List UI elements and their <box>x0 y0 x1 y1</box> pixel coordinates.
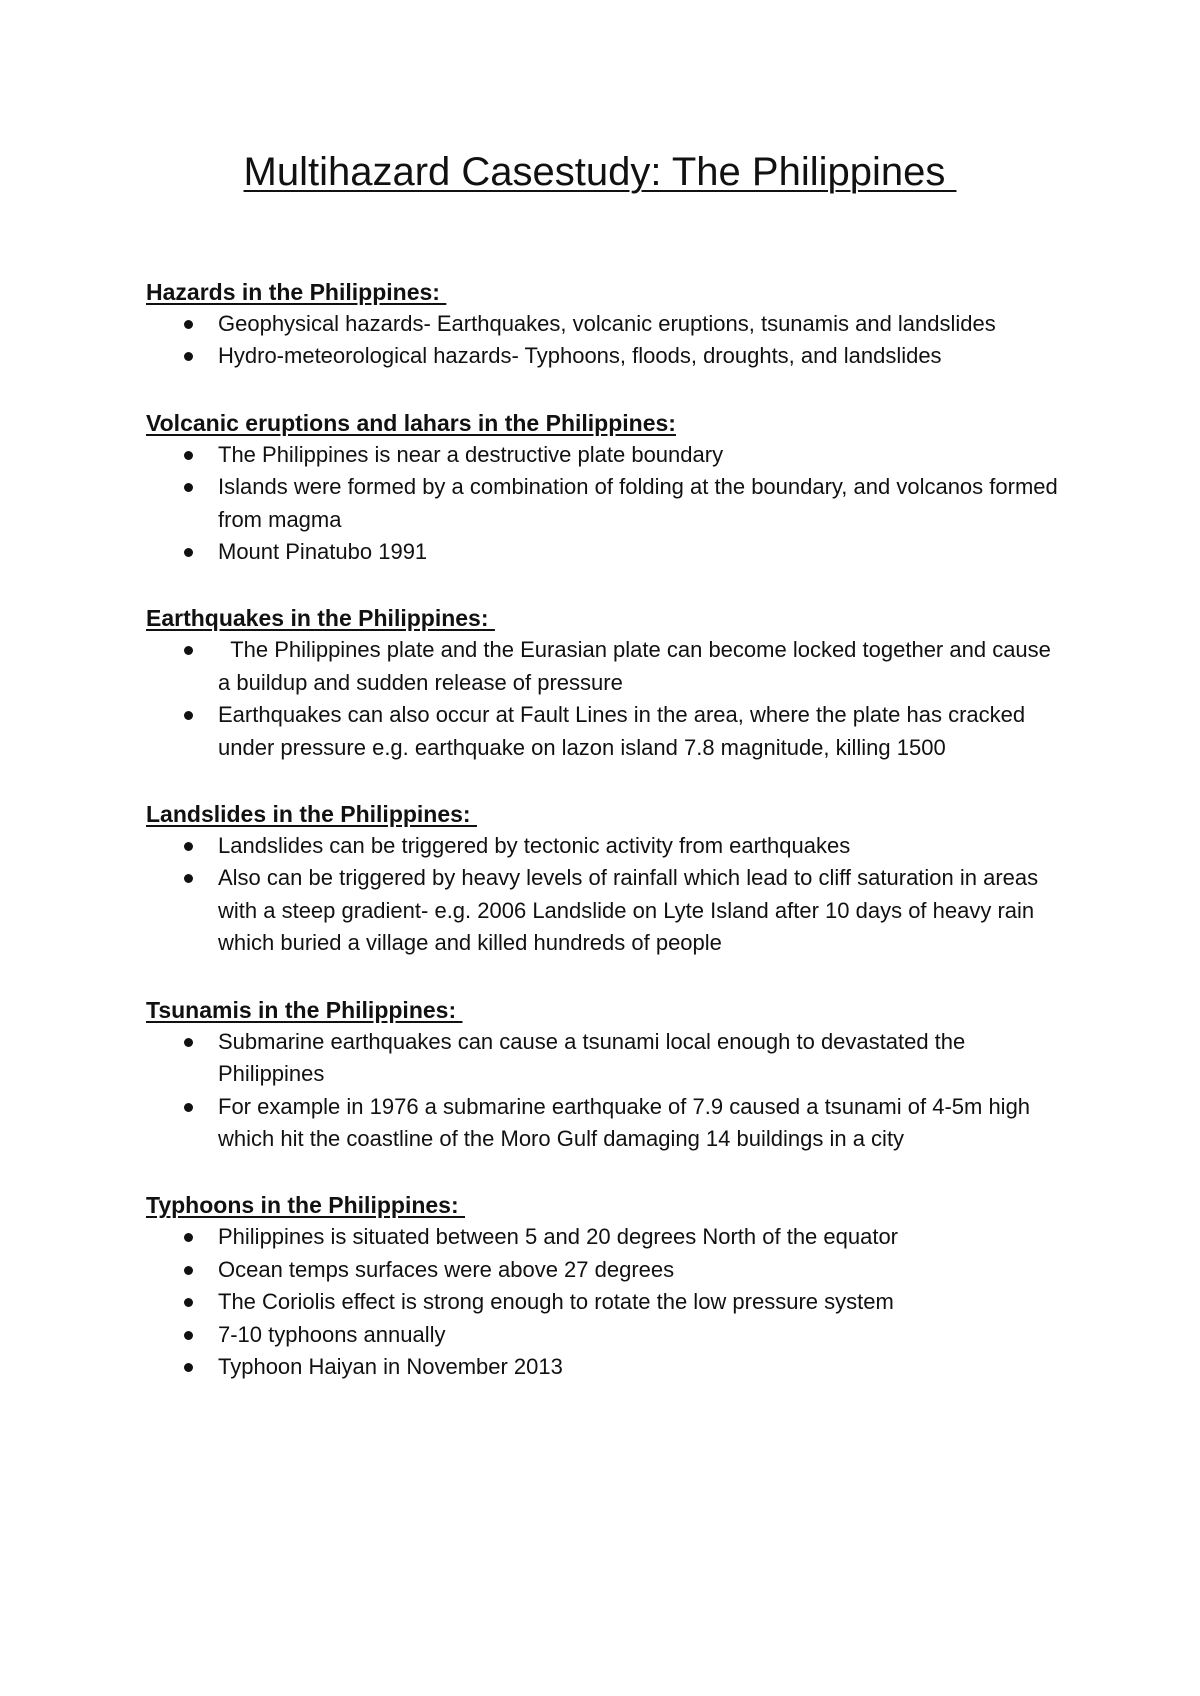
bullet-icon <box>184 1233 193 1242</box>
list-item <box>218 1091 1066 1156</box>
bullet-icon <box>184 842 193 851</box>
bullet-text: Ocean temps surfaces were above 27 degrees <box>218 1256 675 1282</box>
section-heading: Landslides in the Philippines: <box>146 801 477 828</box>
bullet-text: Hydro-meteorological hazards- Typhoons, floods, droughts, and landslides <box>218 343 942 369</box>
section-landslides <box>146 798 1066 960</box>
document-title: Multihazard Casestudy: The Philippines <box>243 150 957 194</box>
list-item <box>218 862 1066 959</box>
section-heading: Earthquakes in the Philippines: <box>146 605 495 632</box>
list-item <box>218 1221 1066 1253</box>
section-tsunamis <box>146 994 1066 1156</box>
bullet-text: The Coriolis effect is strong enough to rotate the low pressure system <box>218 1289 894 1315</box>
list-item <box>218 536 1066 568</box>
bullet-text: Submarine earthquakes can cause a tsunami local enough to devastated the Philippines <box>218 1028 972 1087</box>
bullet-icon <box>184 451 193 460</box>
bullet-list <box>146 439 1066 569</box>
section-earthquakes <box>146 602 1066 764</box>
list-item <box>218 699 1066 764</box>
bullet-icon <box>184 548 193 557</box>
bullet-text: 7-10 typhoons annually <box>218 1321 446 1347</box>
bullet-text: Philippines is situated between 5 and 20 degrees North of the equator <box>218 1224 899 1250</box>
bullet-text: Islands were formed by a combination of folding at the boundary, and volcanos formed from magma <box>218 474 1064 532</box>
bullet-list <box>146 1221 1066 1383</box>
bullet-text: Landslides can be triggered by tectonic activity from earthquakes <box>218 833 851 859</box>
bullet-text: Earthquakes can also occur at Fault Lines in the area, where the plate has cracked under pressure e.g. earthquake on lazon island 7.8 magnitude, killing 1500 <box>218 702 1032 760</box>
bullet-text: The Philippines is near a destructive plate boundary <box>218 441 724 467</box>
bullet-list <box>146 830 1066 960</box>
section-heading: Hazards in the Philippines: <box>146 279 447 305</box>
bullet-icon <box>184 874 193 883</box>
bullet-icon <box>184 483 193 492</box>
document-content <box>146 276 1066 1417</box>
bullet-text: Also can be triggered by heavy levels of rainfall which lead to cliff saturation in areas with a steep gradient- e.g. 2006 Landslide on Lyte Island after 10 days of heavy rain which buried a village and killed hundreds of people <box>218 865 1045 956</box>
list-item <box>218 340 1066 372</box>
bullet-list <box>146 308 1066 373</box>
bullet-text: Geophysical hazards- Earthquakes, volcanic eruptions, tsunamis and landslides <box>218 311 996 336</box>
list-item <box>218 308 1066 340</box>
section-heading: Volcanic eruptions and lahars in the Philippines: <box>146 409 676 436</box>
bullet-list <box>146 1026 1066 1156</box>
bullet-icon <box>184 646 193 655</box>
list-item <box>218 830 1066 862</box>
bullet-text: Typhoon Haiyan in November 2013 <box>218 1353 563 1379</box>
bullet-list <box>146 634 1066 764</box>
list-item <box>218 471 1066 536</box>
bullet-icon <box>184 1038 193 1047</box>
bullet-icon <box>184 352 193 361</box>
section-heading: Tsunamis in the Philippines: <box>146 996 463 1023</box>
section-volcanic-eruptions <box>146 407 1066 569</box>
bullet-icon <box>184 1298 193 1307</box>
section-heading: Typhoons in the Philippines: <box>146 1192 466 1219</box>
list-item <box>218 634 1066 699</box>
bullet-icon <box>184 1331 193 1340</box>
bullet-icon <box>184 711 193 720</box>
bullet-text: For example in 1976 a submarine earthquake of 7.9 caused a tsunami of 4-5m high which hit the coastline of the Moro Gulf damaging 14 buildings in a city <box>218 1093 1037 1151</box>
bullet-icon <box>184 1363 193 1372</box>
bullet-text: The Philippines plate and the Eurasian plate can become locked together and cause a buildup and sudden release of pressure <box>218 637 1058 695</box>
bullet-text: Mount Pinatubo 1991 <box>218 539 428 565</box>
list-item <box>218 1254 1066 1286</box>
list-item <box>218 1319 1066 1351</box>
list-item <box>218 1026 1066 1091</box>
bullet-icon <box>184 1266 193 1275</box>
section-typhoons <box>146 1189 1066 1383</box>
bullet-icon <box>184 320 193 329</box>
section-hazards <box>146 276 1066 373</box>
bullet-icon <box>184 1103 193 1112</box>
list-item <box>218 1351 1066 1383</box>
list-item <box>218 1286 1066 1318</box>
list-item <box>218 439 1066 471</box>
